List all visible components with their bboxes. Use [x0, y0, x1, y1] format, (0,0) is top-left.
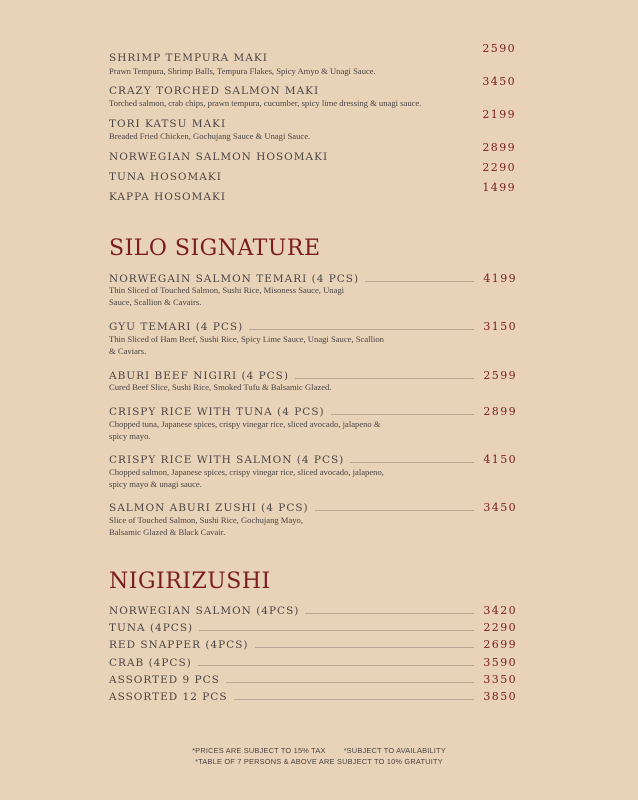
menu-item-name: ABURI BEEF NIGIRI (4 PCS) [109, 370, 289, 382]
section-title-silo-signature: SILO SIGNATURE [109, 236, 321, 261]
leader-line [315, 510, 475, 511]
menu-item-name: CRAZY TORCHED SALMON MAKI [109, 85, 320, 97]
leader-line [199, 630, 474, 631]
menu-item-price: 2899 [483, 405, 517, 418]
menu-item-price: 3450 [482, 75, 516, 88]
menu-item-price: 4199 [483, 272, 517, 285]
menu-item-row [109, 271, 517, 285]
menu-item-price: 2599 [483, 369, 517, 382]
menu-item-name: SHRIMP TEMPURA MAKI [109, 52, 268, 64]
menu-item-name: TORI KATSU MAKI [109, 118, 227, 130]
menu-item-name: NORWEGIAN SALMON (4PCS) [109, 605, 300, 617]
menu-item-price: 3450 [483, 501, 517, 514]
menu-item-row [109, 672, 517, 686]
menu-item-row [109, 500, 517, 514]
menu-item-row [109, 637, 517, 651]
menu-item-price: 3850 [483, 690, 517, 703]
leader-line [350, 462, 474, 463]
menu-item-name: TUNA (4PCS) [109, 622, 194, 634]
leader-line [234, 699, 475, 700]
leader-line [226, 682, 475, 683]
menu-item-row [109, 404, 517, 418]
menu-item-price: 2899 [482, 141, 516, 154]
menu-item-row [109, 655, 517, 669]
menu-item-price: 4150 [483, 453, 517, 466]
menu-item-price: 2699 [483, 638, 517, 651]
menu-item-description: Slice of Touched Salmon, Sushi Rice, Gochujang Mayo, Balsamic Glazed & Black Cavair. [109, 515, 304, 537]
menu-item-name: ASSORTED 12 PCS [109, 691, 228, 703]
menu-item-description: Thin Sliced of Ham Beef, Sushi Rice, Spicy Lime Sauce, Unagi Sauce, Scallion & Caviars. [109, 334, 384, 356]
leader-line [295, 378, 474, 379]
menu-item-row [109, 603, 517, 617]
menu-item-name: TUNA HOSOMAKI [109, 171, 222, 183]
menu-item-description: Thin Sliced of Touched Salmon, Sushi Rice, Misoness Sauce, Unagi Sauce, Scallion & Cavairs. [109, 285, 345, 307]
menu-item-price: 2290 [483, 621, 517, 634]
leader-line [249, 329, 474, 330]
menu-item-row [109, 452, 517, 466]
menu-item-description: Prawn Tempura, Shrimp Balls, Tempura Flakes, Spicy Amyo & Unagi Sauce. [109, 66, 376, 76]
section-title-nigirizushi: NIGIRIZUSHI [109, 569, 271, 594]
menu-item-name: CRISPY RICE WITH TUNA (4 PCS) [109, 406, 325, 418]
menu-item-price: 3350 [483, 673, 517, 686]
menu-item-description: Cured Beef Slice, Sushi Rice, Smoked Tufu & Balsamic Glazed. [109, 382, 332, 392]
menu-item-price: 2590 [482, 42, 516, 55]
menu-item-row [109, 319, 517, 333]
menu-item-name: ASSORTED 9 PCS [109, 674, 220, 686]
menu-item-name: CRISPY RICE WITH SALMON (4 PCS) [109, 454, 345, 466]
menu-item-row [109, 620, 517, 634]
menu-item-price: 1499 [482, 181, 516, 194]
leader-line [365, 281, 474, 282]
menu-item-price: 2199 [482, 108, 516, 121]
menu-item-price: 3590 [483, 656, 517, 669]
menu-item-name: NORWEGAIN SALMON TEMARI (4 PCS) [109, 273, 360, 285]
menu-item-description: Torched salmon, crab chips, prawn tempura, cucumber, spicy lime dressing & unagi sauce. [109, 98, 422, 108]
menu-item-price: 2290 [482, 161, 516, 174]
menu-item-name: CRAB (4PCS) [109, 657, 192, 669]
menu-item-description: Chopped tuna, Japanese spices, crispy vinegar rice, sliced avocado, jalapeno & spicy mayo. [109, 419, 381, 441]
menu-item-name: GYU TEMARI (4 PCS) [109, 321, 244, 333]
leader-line [198, 665, 475, 666]
menu-item-description: Breaded Fried Chicken, Gochujang Sauce & Unagi Sauce. [109, 131, 311, 141]
menu-item-name: RED SNAPPER (4PCS) [109, 639, 249, 651]
leader-line [255, 647, 475, 648]
footer-note: *TABLE OF 7 PERSONS & ABOVE ARE SUBJECT TO 10% GRATUITY [195, 757, 443, 766]
leader-line [305, 613, 474, 614]
menu-item-row [109, 689, 517, 703]
menu-item-price: 3420 [483, 604, 517, 617]
menu-item-name: NORWEGIAN SALMON HOSOMAKI [109, 151, 329, 163]
leader-line [331, 414, 475, 415]
menu-item-description: Chopped salmon, Japanese spices, crispy vinegar rice, sliced avocado, jalapeno, spicy mayo & unagi sauce. [109, 467, 384, 489]
menu-item-price: 3150 [483, 320, 517, 333]
menu-item-name: SALMON ABURI ZUSHI (4 PCS) [109, 502, 309, 514]
footer-note: *PRICES ARE SUBJECT TO 15% TAX *SUBJECT TO AVAILABILITY [192, 746, 446, 755]
menu-item-row [109, 368, 517, 382]
menu-item-name: KAPPA HOSOMAKI [109, 191, 226, 203]
